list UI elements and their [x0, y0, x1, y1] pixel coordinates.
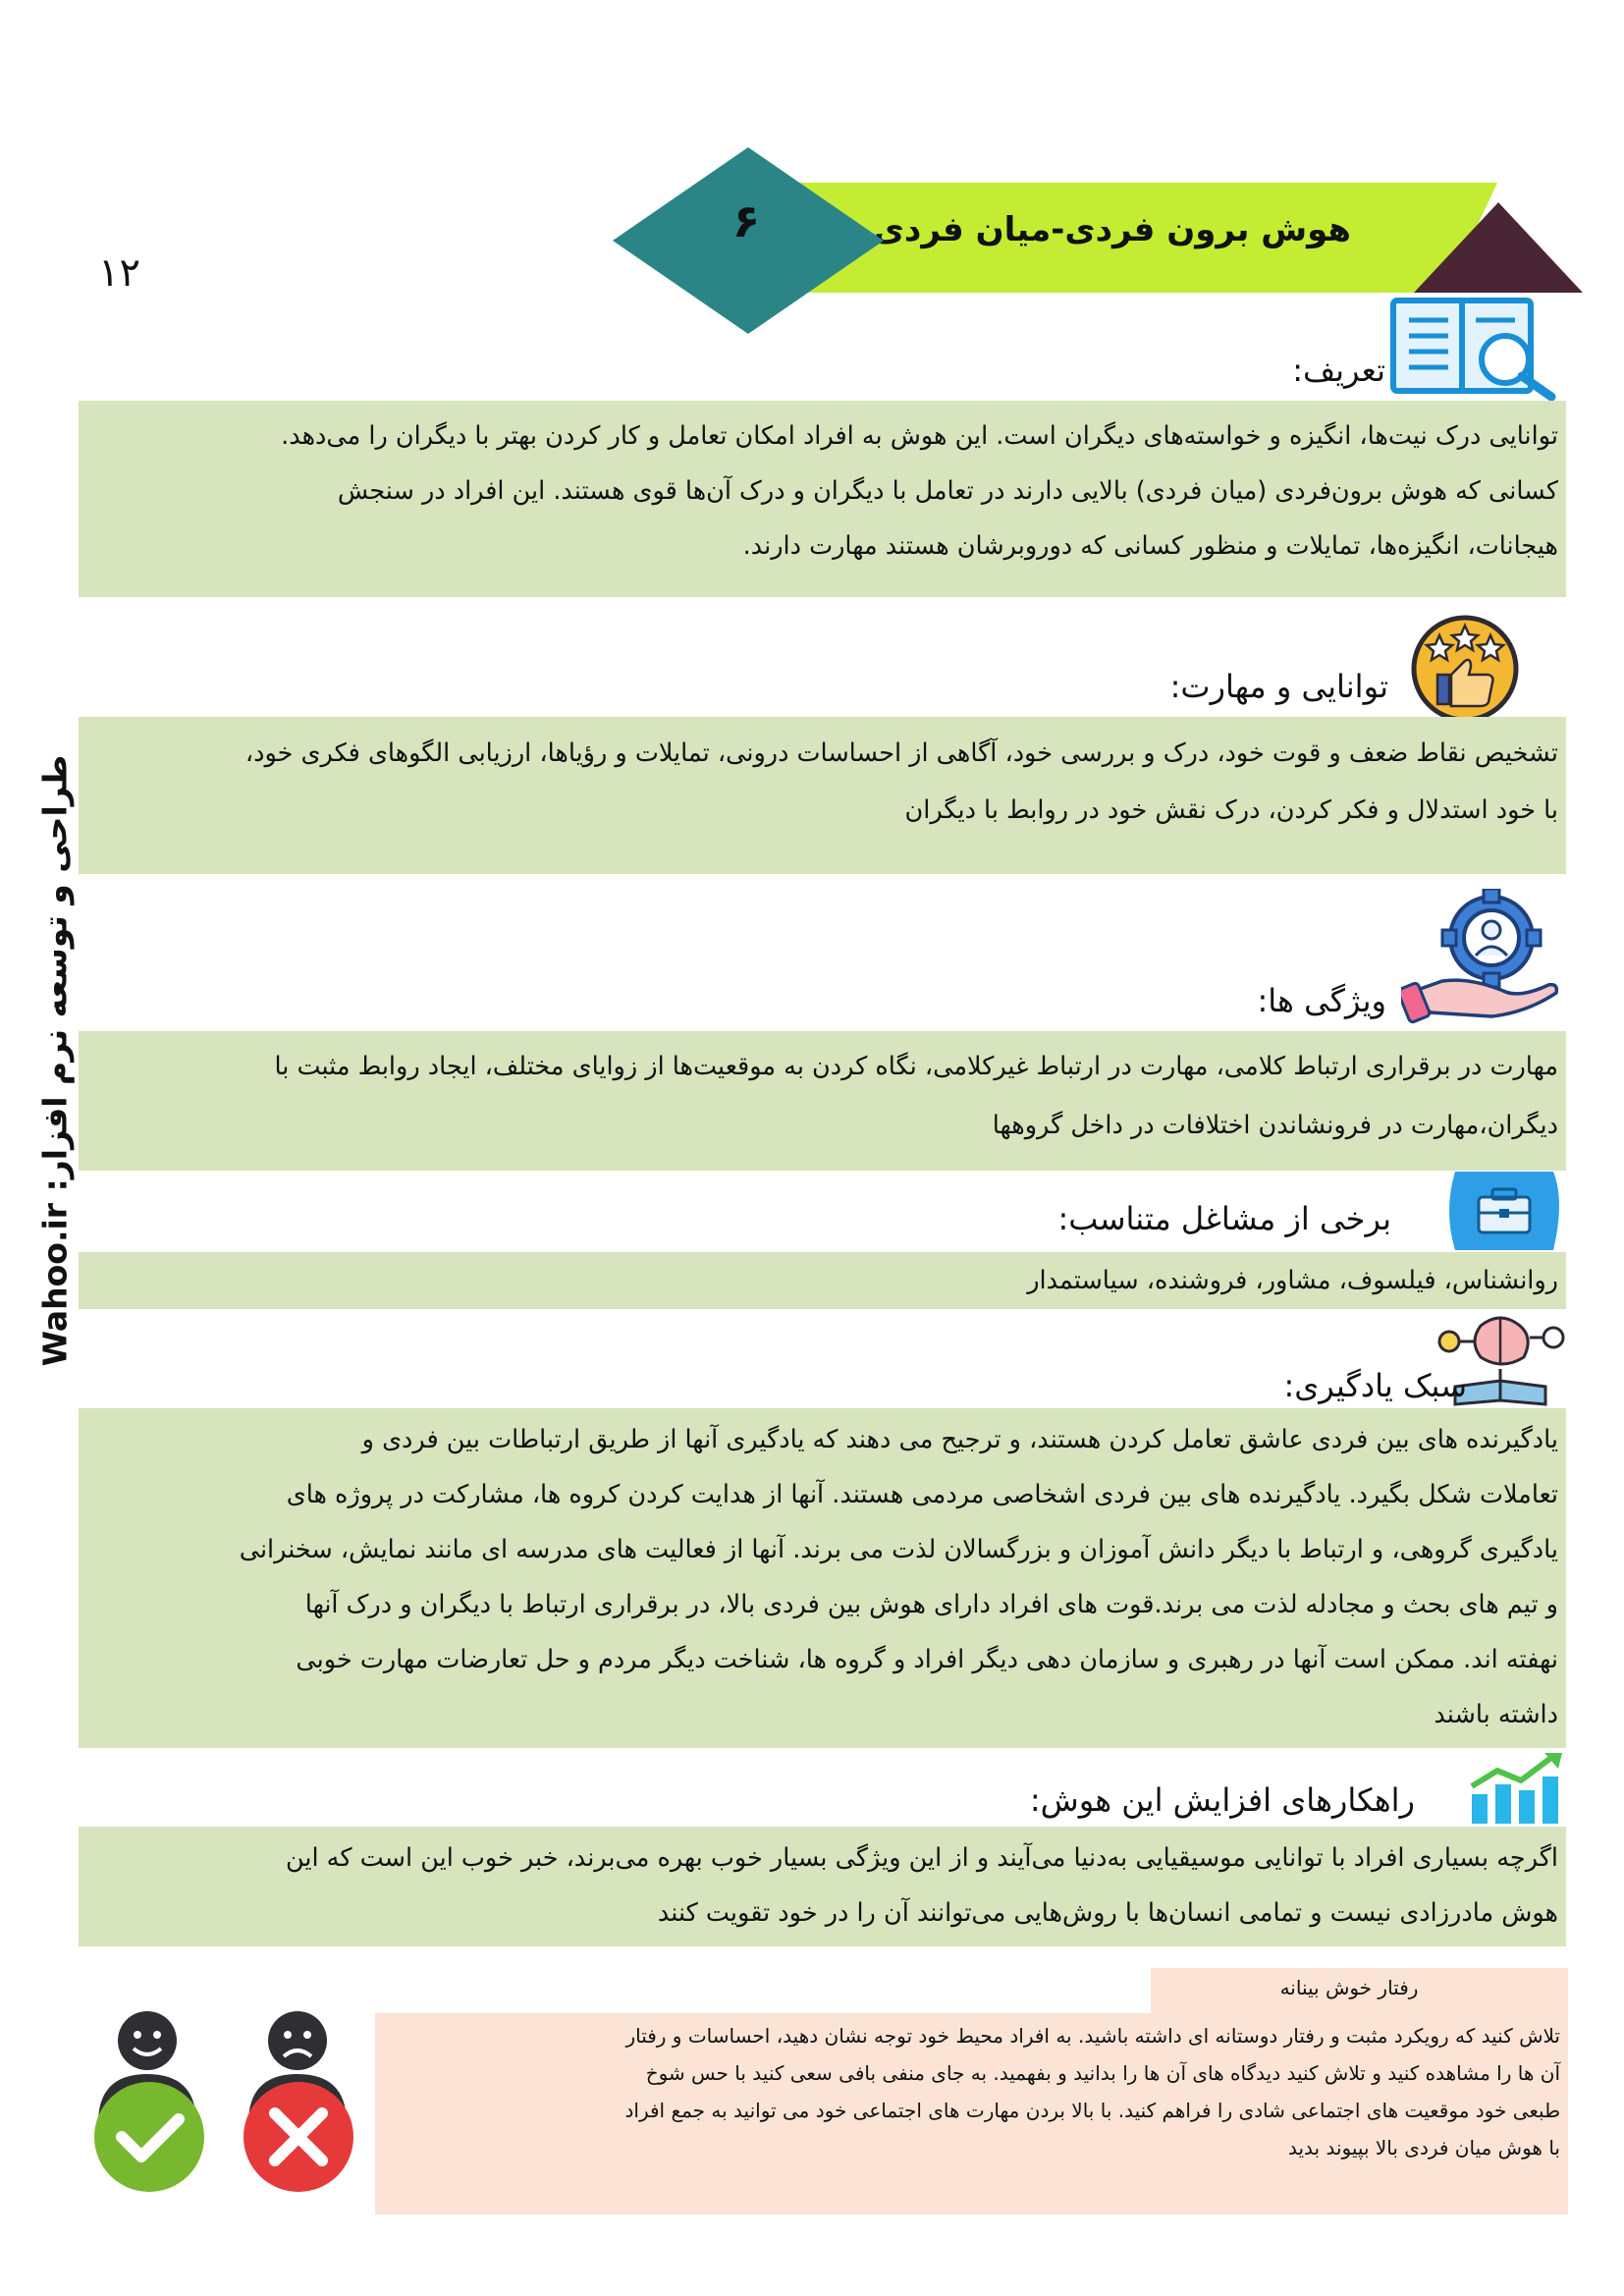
growth-chart-icon [1468, 1753, 1564, 1824]
learning-style-line: داشته باشند [1434, 1700, 1558, 1729]
features-line: دیگران،مهارت در فرونشاندن اختلافات در داخل گروهها [992, 1111, 1558, 1140]
learning-style-line: و تیم های بحث و مجادله لذت می برند.قوت های افراد دارای هوش بین فردی بالا، در برقراری ارتباط با دیگران و درک آنها [304, 1590, 1558, 1619]
strategies-line: هوش مادرزادی نیست و تمامی انسان‌ها با روش‌هایی می‌توانند آن را در خود تقویت کنند [657, 1898, 1558, 1928]
learning-style-box [79, 1408, 1566, 1748]
thumbs-up-stars-icon [1410, 614, 1520, 724]
hand-gear-person-icon [1401, 889, 1563, 1026]
tip-line: طبعی خود موقعیت های اجتماعی شادی را فراهم کنید. با بالا بردن مهارت های اجتماعی خود می توانید به جمع افراد [624, 2099, 1560, 2122]
definition-line: توانایی درک نیت‌ها، انگیزه و خواسته‌های دیگران است. این هوش به افراد امکان تعامل و کار کردن بهتر با دیگران را می‌دهد. [281, 421, 1558, 451]
book-search-icon [1389, 295, 1566, 403]
side-credit-text: طراحی و توسعه نرم افزار: Wahoo.ir [35, 754, 75, 1367]
happy-sad-person-icon [77, 2003, 371, 2210]
strategies-heading: راهکارهای افزایش این هوش: [1029, 1781, 1415, 1819]
learning-style-line: یادگیرنده های بین فردی عاشق تعامل کردن هستند، و ترجیح می دهند که یادگیری آنها از طریق ارتباطات بین فردی و [361, 1425, 1558, 1454]
abilities-line: با خود استدلال و فکر کردن، درک نقش خود در روابط با دیگران [904, 795, 1558, 825]
definition-line: کسانی که هوش برون‌فردی (میان فردی) بالایی دارند در تعامل با دیگران و درک آن‌ها قوی هستند. این افراد در سنجش [337, 476, 1558, 506]
tip-line: با هوش میان فردی بالا بپیوند بدید [1287, 2136, 1560, 2159]
abilities-box [79, 717, 1566, 874]
learning-style-line: نهفته اند. ممکن است آنها در رهبری و سازمان دهی دیگر افراد و گروه ها، شناخت دیگر مردم و حل تعارضات مهارت خوبی [296, 1645, 1558, 1674]
abilities-heading: توانایی و مهارت: [1169, 668, 1388, 705]
chapter-title: هوش برون فردی-میان فردی [873, 210, 1351, 249]
definition-heading: تعریف: [1292, 352, 1385, 389]
page-number: ۱۲ [98, 250, 140, 296]
strategies-box [79, 1827, 1566, 1946]
tip-title: رفتار خوش بینانه [1279, 1976, 1419, 1999]
learning-style-line: تعاملات شکل بگیرد. یادگیرنده های بین فردی اشخاصی مردمی هستند. آنها از هدایت کردن کروه ها، مشارکت در پروژه های [286, 1480, 1558, 1509]
learning-style-heading: سبک یادگیری: [1283, 1367, 1467, 1404]
features-box [79, 1031, 1566, 1171]
features-heading: ویژگی ها: [1257, 982, 1386, 1019]
learning-style-line: یادگیری گروهی، و ارتباط با دیگر دانش آموزان و بزرگسالان لذت می برند. آنها از فعالیت های مدرسه ای مانند نمایش، سخنرانی [239, 1535, 1558, 1564]
tip-box [375, 2013, 1568, 2214]
definition-box [79, 401, 1566, 597]
jobs-heading: برخی از مشاغل متناسب: [1057, 1200, 1391, 1237]
briefcase-icon [1443, 1172, 1565, 1250]
tip-line: آن ها را مشاهده کنید و تلاش کنید دیدگاه های آن ها را بدانید و بفهمید. به جای منفی بافی سعی کنید با حس شوخ [645, 2061, 1560, 2085]
definition-line: هیجانات، انگیزه‌ها، تمایلات و منظور کسانی که دوروبرشان هستند مهارت دارند. [742, 531, 1558, 561]
strategies-line: اگرچه بسیاری افراد با توانایی موسیقیایی به‌دنیا می‌آیند و از این ویژگی بسیار خوب بهره می‌برند، خبر خوب این است که این [285, 1843, 1558, 1873]
tip-line: تلاش کنید که رویکرد مثبت و رفتار دوستانه ای داشته باشید. به افراد محیط خود توجه نشان دهید، احساسات و رفتار [625, 2024, 1560, 2048]
abilities-line: تشخیص نقاط ضعف و قوت خود، درک و بررسی خود، آگاهی از احساسات درونی، تمایلات و رؤیاها، ارزیابی الگوهای فکری خود، [244, 738, 1558, 768]
jobs-box [79, 1252, 1566, 1309]
jobs-line: روانشناس، فیلسوف، مشاور، فروشنده، سیاستمدار [1027, 1266, 1558, 1295]
features-line: مهارت در برقراری ارتباط کلامی، مهارت در ارتباط غیرکلامی، نگاه کردن به موقعیت‌ها از زوایای مختلف، ایجاد روابط مثبت با [274, 1052, 1558, 1081]
chapter-number: ۶ [731, 194, 761, 247]
